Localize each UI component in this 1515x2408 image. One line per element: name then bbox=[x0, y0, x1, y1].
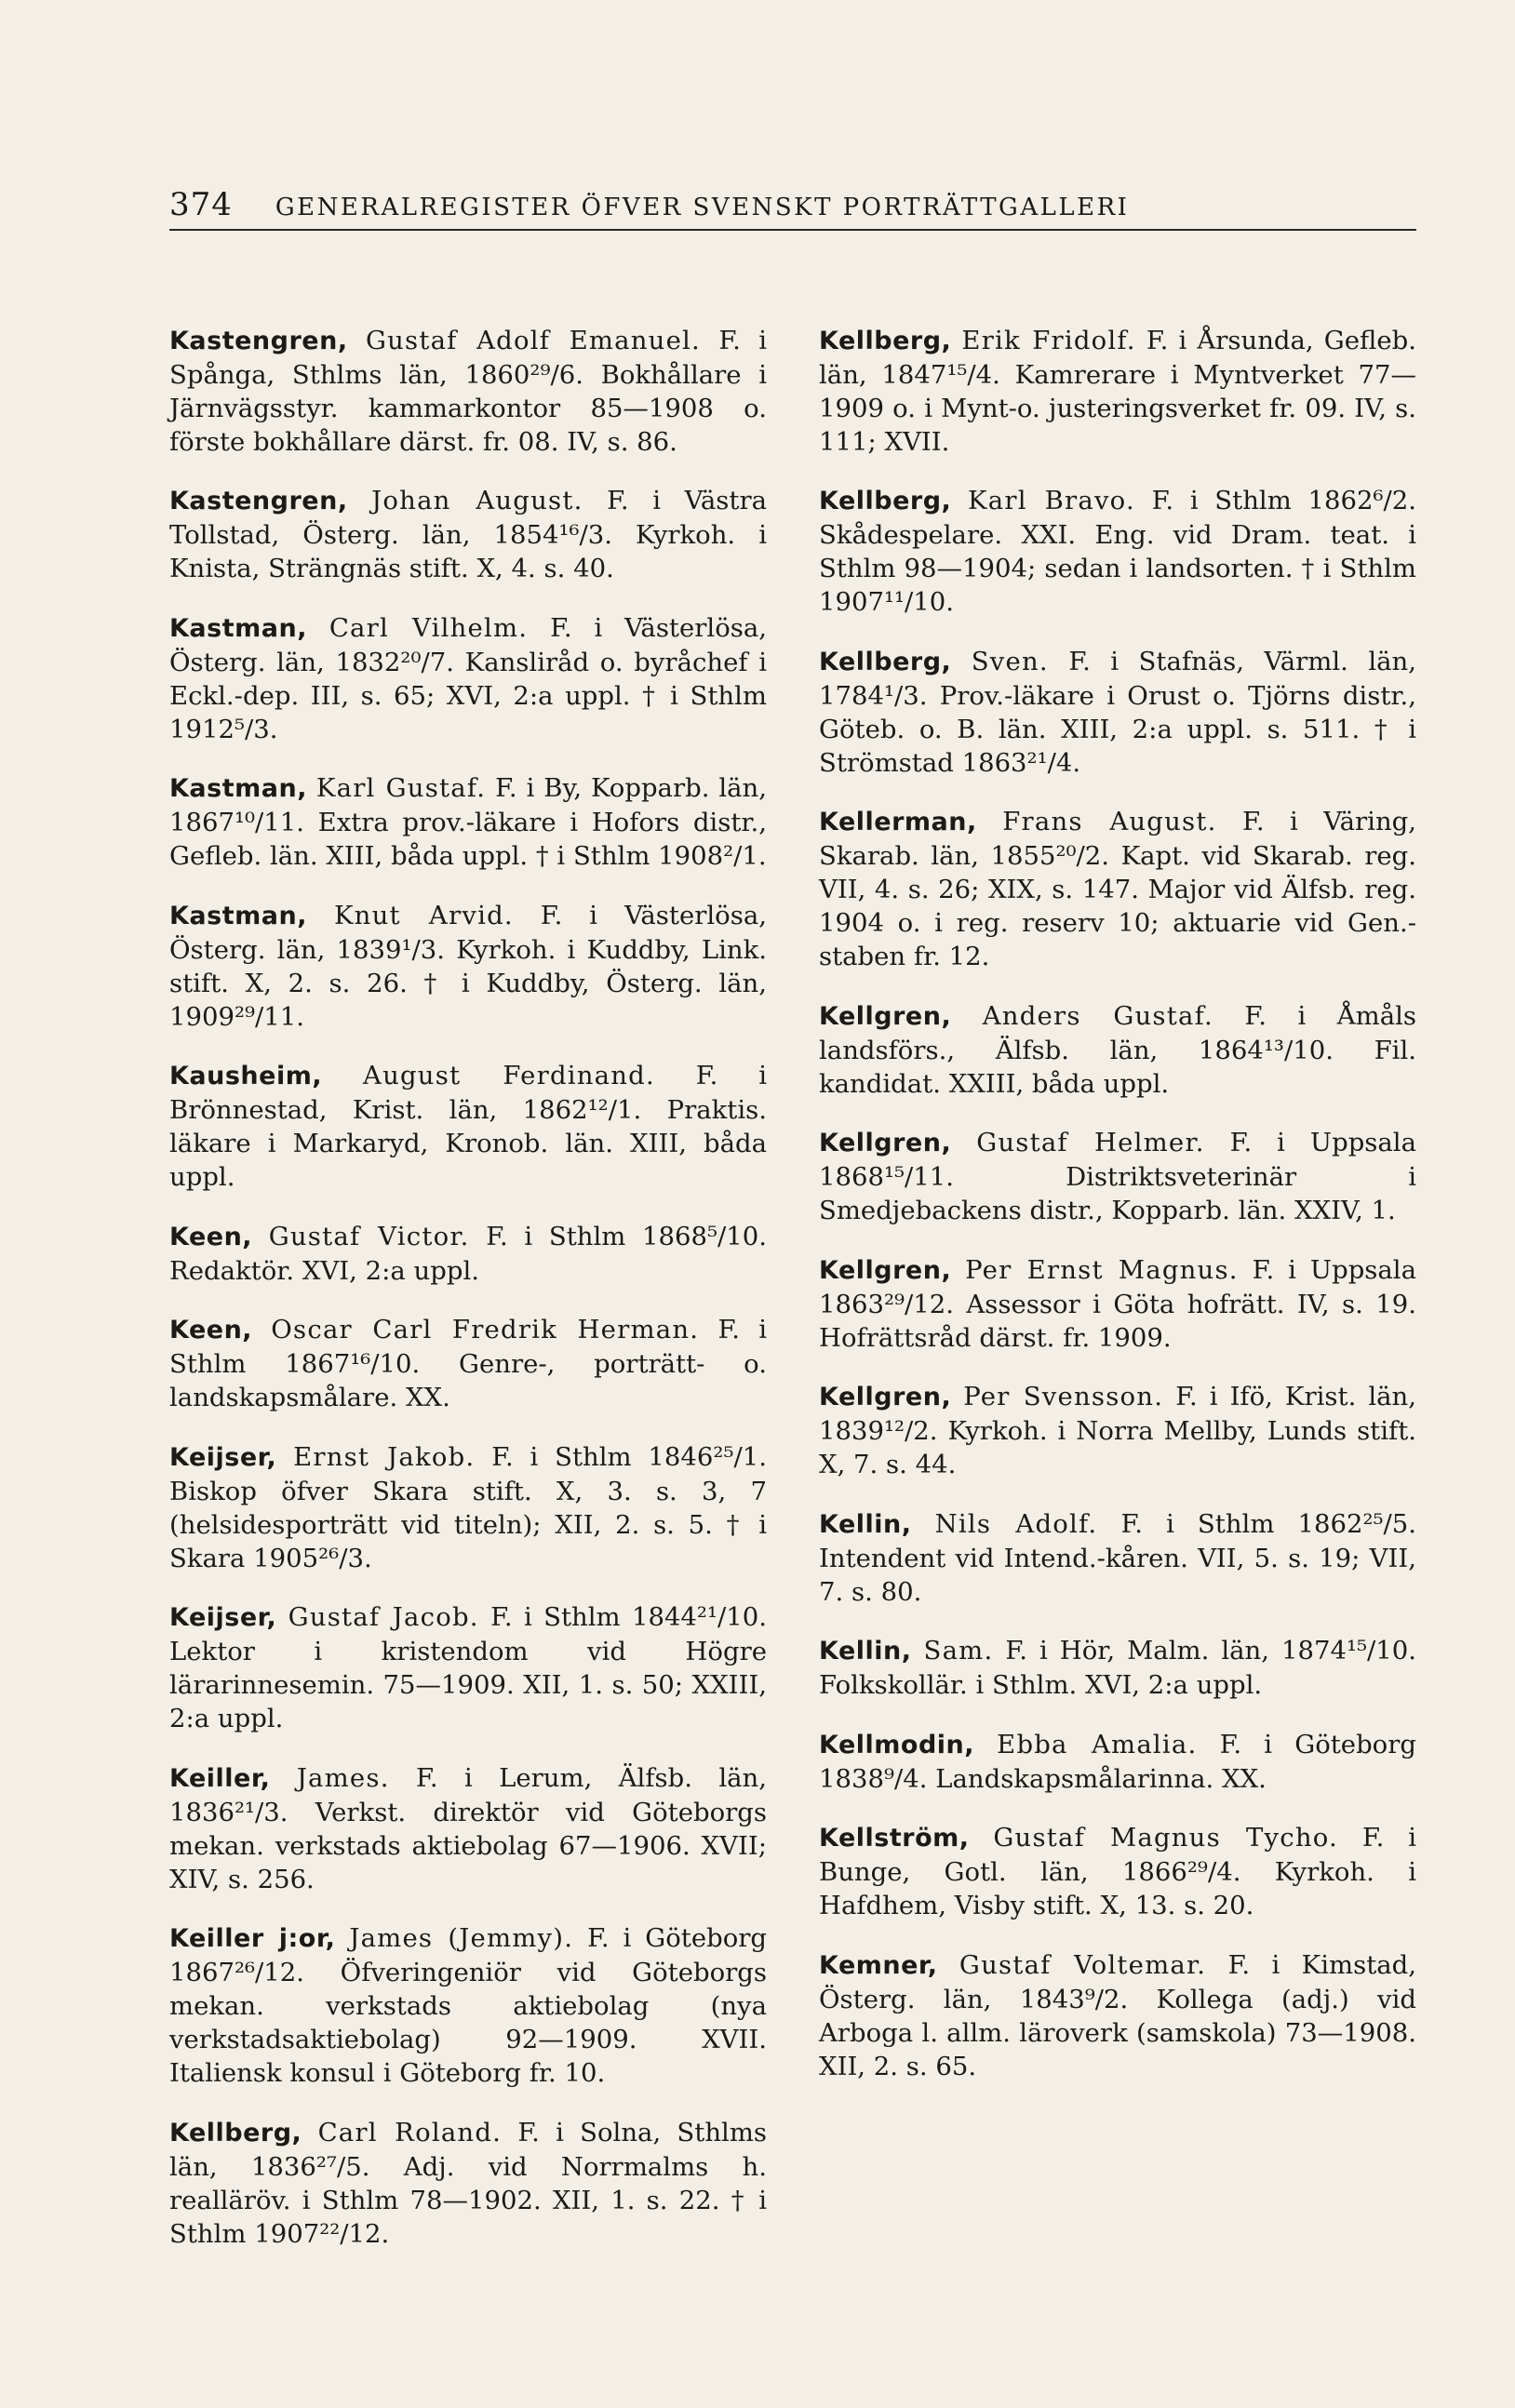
register-entry bbox=[819, 1253, 1416, 1355]
register-entry bbox=[169, 1220, 767, 1288]
register-entry bbox=[169, 771, 767, 873]
entry-details: F. i Solna, Sthlms län, 1836²⁷/5. Adj. vid Norrmalms h. realläröv. i Sthlm 78—1902. XII, 1. s. 22. † i Sthlm 1907²²/12. bbox=[169, 2117, 768, 2249]
entry-given-names: Gustaf Victor. bbox=[268, 1221, 470, 1251]
entry-surname: Keiller j:or, bbox=[169, 1924, 336, 1953]
entry-details: F. i Västra Tollstad, Österg. län, 1854¹⁶/3. Kyrkoh. i Knista, Strängnäs stift. X, 4. s. 40. bbox=[169, 486, 768, 583]
entry-surname: Kastengren, bbox=[169, 326, 348, 355]
entry-surname: Kemner, bbox=[819, 1950, 938, 1980]
register-entry bbox=[819, 484, 1416, 619]
register-entry bbox=[169, 2116, 767, 2251]
entry-details: F. i Uppsala 1863²⁹/12. Assessor i Göta hofrätt. IV, s. 19. Hofrättsråd därst. fr. 1909. bbox=[819, 1254, 1416, 1353]
right-column bbox=[819, 298, 1416, 2270]
entry-details: F. i Sthlm 1867¹⁶/10. Genre-, porträtt- o. landskapsmålare. XX. bbox=[169, 1315, 767, 1412]
entry-given-names: James. bbox=[296, 1762, 390, 1793]
running-title: GENERALREGISTER ÖFVER SVENSKT PORTRÄTTGALLERI bbox=[275, 194, 1130, 221]
register-columns bbox=[169, 298, 1422, 2270]
left-column bbox=[169, 298, 767, 2270]
register-entry bbox=[169, 484, 767, 585]
entry-given-names: Sven. bbox=[971, 646, 1049, 676]
entry-details: F. i Ifö, Krist. län, 1839¹²/2. Kyrkoh. i Norra Mellby, Lunds stift. X, 7. s. 44. bbox=[819, 1382, 1416, 1479]
entry-surname: Keiller, bbox=[169, 1763, 271, 1793]
register-entry bbox=[169, 1059, 767, 1194]
entry-details: F. i Sthlm 1862²⁵/5. Intendent vid Intend.-kåren. VII, 5. s. 19; VII, 7. s. 80. bbox=[819, 1508, 1417, 1607]
register-entry bbox=[169, 324, 767, 459]
register-entry bbox=[169, 899, 767, 1034]
entry-details: F. i By, Kopparb. län, 1867¹⁰/11. Extra prov.-läkare i Hofors distr., Gefleb. län. XIII, båda uppl. † i Sthlm 1908²/1. bbox=[169, 773, 767, 871]
register-entry bbox=[819, 645, 1416, 780]
entry-surname: Kastengren, bbox=[169, 487, 348, 515]
entry-details: F. i Sthlm 1868⁵/10. Redaktör. XVI, 2:a uppl. bbox=[169, 1221, 767, 1286]
entry-surname: Kastman, bbox=[169, 901, 307, 930]
register-entry bbox=[169, 1761, 767, 1896]
entry-details: F. i Årsunda, Gefleb. län, 1847¹⁵/4. Kamrerare i Myntverket 77—1909 o. i Mynt-o. justeringsverket fr. 09. IV, s. 111; XVII. bbox=[819, 325, 1416, 457]
entry-given-names: Knut Arvid. bbox=[333, 900, 514, 930]
entry-details: F. i Västerlösa, Österg. län, 1839¹/3. Kyrkoh. i Kuddby, Link. stift. X, 2. s. 26. † i Kuddby, Österg. län, 1909²⁹/11. bbox=[169, 900, 767, 1032]
entry-details: F. i Hör, Malm. län, 1874¹⁵/10. Folkskollär. i Sthlm. XVI, 2:a uppl. bbox=[819, 1636, 1417, 1700]
entry-given-names: Ernst Jakob. bbox=[293, 1441, 476, 1472]
register-entry bbox=[819, 805, 1416, 973]
entry-given-names: August Ferdinand. bbox=[363, 1061, 655, 1090]
register-entry bbox=[169, 1921, 767, 2090]
entry-given-names: Per Ernst Magnus. bbox=[965, 1254, 1239, 1285]
page-header bbox=[169, 186, 1416, 231]
register-entry bbox=[169, 1440, 767, 1575]
entry-details: F. i Spånga, Sthlms län, 1860²⁹/6. Bokhållare i Järnvägsstyr. kammarkontor 85—1908 o. förste bokhållare därst. fr. 08. IV, s. 86. bbox=[169, 325, 768, 457]
entry-surname: Kellgren, bbox=[819, 1383, 952, 1411]
page-number: 374 bbox=[169, 186, 233, 223]
register-entry bbox=[169, 1313, 767, 1414]
entry-details: F. i Sthlm 1862⁶/2. Skådespelare. XXI. Eng. vid Dram. teat. i Sthlm 98—1904; sedan i landsorten. † i Sthlm 1907¹¹/10. bbox=[819, 486, 1416, 617]
entry-surname: Kellberg, bbox=[819, 647, 952, 676]
entry-surname: Kellin, bbox=[819, 1509, 912, 1539]
register-entry bbox=[819, 324, 1416, 459]
entry-given-names: Anders Gustaf. bbox=[982, 1000, 1213, 1031]
entry-surname: Keen, bbox=[169, 1222, 253, 1251]
entry-given-names: Erik Fridolf. bbox=[961, 325, 1136, 355]
entry-surname: Kellström, bbox=[819, 1824, 970, 1853]
entry-details: F. i Bunge, Gotl. län, 1866²⁹/4. Kyrkoh. i Hafdhem, Visby stift. X, 13. s. 20. bbox=[819, 1823, 1416, 1920]
entry-surname: Kellgren, bbox=[819, 1255, 952, 1285]
entry-given-names: Nils Adolf. bbox=[934, 1508, 1098, 1539]
entry-surname: Kellberg, bbox=[819, 487, 952, 515]
entry-given-names: Karl Gustaf. bbox=[315, 773, 487, 803]
entry-given-names: Oscar Carl Fredrik Herman. bbox=[271, 1315, 700, 1344]
entry-surname: Kellberg, bbox=[819, 326, 952, 355]
register-entry bbox=[819, 1126, 1416, 1227]
register-entry bbox=[819, 1634, 1416, 1702]
entry-given-names: Karl Bravo. bbox=[968, 486, 1135, 515]
entry-given-names: Gustaf Adolf Emanuel. bbox=[365, 325, 701, 355]
entry-given-names: Ebba Amalia. bbox=[997, 1729, 1198, 1759]
entry-surname: Kellgren, bbox=[819, 1001, 952, 1031]
register-entry bbox=[169, 611, 767, 746]
entry-given-names: Frans August. bbox=[1002, 807, 1217, 836]
entry-details: F. i Brönnestad, Krist. län, 1862¹²/1. Praktis. läkare i Markaryd, Kronob. län. XIII, båda uppl. bbox=[169, 1061, 768, 1192]
entry-details: F. i Åmåls landsförs., Älfsb. län, 1864¹³/10. Fil. kandidat. XXIII, båda uppl. bbox=[819, 1000, 1416, 1099]
entry-details: F. i Uppsala 1868¹⁵/11. Distriktsveterinär i Smedjebackens distr., Kopparb. län. XXIV, 1. bbox=[819, 1128, 1417, 1225]
entry-given-names: Gustaf Voltemar. bbox=[959, 1949, 1207, 1980]
entry-given-names: Sam. bbox=[923, 1636, 994, 1666]
register-entry bbox=[819, 1380, 1416, 1481]
entry-details: F. i Göteborg 1838⁹/4. Landskapsmålarinna. XX. bbox=[819, 1729, 1416, 1794]
entry-details: F. i Sthlm 1846²⁵/1. Biskop öfver Skara stift. X, 3. s. 3, 7 (helsidesporträtt vid titeln); XII, 2. s. 5. † i Skara 1905²⁶/3. bbox=[169, 1441, 767, 1573]
entry-surname: Kellgren, bbox=[819, 1129, 952, 1157]
entry-given-names: Carl Roland. bbox=[317, 2117, 503, 2147]
register-entry bbox=[819, 1821, 1416, 1922]
entry-details: F. i Göteborg 1867²⁶/12. Öfveringeniör vid Göteborgs mekan. verkstads aktiebolag (nya verkstadsaktiebolag) 92—1909. XVII. Italiensk konsul i Göteborg fr. 10. bbox=[169, 1923, 767, 2088]
entry-details: F. i Sthlm 1844²¹/10. Lektor i kristendom vid Högre lärarinnesemin. 75—1909. XII, 1. s. 50; XXIII, 2:a uppl. bbox=[169, 1602, 767, 1733]
entry-surname: Keijser, bbox=[169, 1442, 277, 1472]
entry-given-names: Gustaf Magnus Tycho. bbox=[993, 1823, 1338, 1853]
entry-given-names: Gustaf Jacob. bbox=[288, 1602, 479, 1632]
entry-given-names: Carl Vilhelm. bbox=[328, 612, 529, 643]
entry-surname: Keen, bbox=[169, 1316, 253, 1344]
entry-details: F. i Lerum, Älfsb. län, 1836²¹/3. Verkst. direktör vid Göteborgs mekan. verkstads aktiebolag 67—1906. XVII; XIV, s. 256. bbox=[169, 1762, 767, 1894]
register-entry bbox=[819, 1948, 1416, 2083]
register-entry bbox=[169, 1600, 767, 1735]
register-entry bbox=[819, 1728, 1416, 1796]
entry-surname: Kastman, bbox=[169, 774, 307, 803]
entry-details: F. i Stafnäs, Värml. län, 1784¹/3. Prov.-läkare i Orust o. Tjörns distr., Göteb. o. B. län. XIII, 2:a uppl. s. 511. † i Strömstad 1863²¹/4. bbox=[819, 646, 1416, 778]
entry-surname: Kellmodin, bbox=[819, 1730, 975, 1759]
entry-details: F. i Väring, Skarab. län, 1855²⁰/2. Kapt. vid Skarab. reg. VII, 4. s. 26; XIX, s. 147. Major vid Älfsb. reg. 1904 o. i reg. reserv 10; aktuarie vid Gen.-staben fr. 12. bbox=[819, 807, 1417, 971]
entry-surname: Kastman, bbox=[169, 613, 307, 643]
entry-surname: Kellerman, bbox=[819, 808, 977, 836]
entry-surname: Keijser, bbox=[169, 1603, 277, 1632]
entry-details: F. i Kimstad, Österg. län, 1843⁹/2. Kollega (adj.) vid Arboga l. allm. läroverk (samskola) 73—1908. XII, 2. s. 65. bbox=[819, 1949, 1417, 2081]
register-entry bbox=[819, 1507, 1416, 1609]
entry-given-names: Per Svensson. bbox=[963, 1382, 1164, 1411]
register-entry bbox=[819, 999, 1416, 1101]
entry-details: F. i Västerlösa, Österg. län, 1832²⁰/7. Kansliråd o. byråchef i Eckl.-dep. III, s. 65; XVI, 2:a uppl. † i Sthlm 1912⁵/3. bbox=[169, 612, 768, 744]
entry-given-names: James (Jemmy). bbox=[349, 1923, 574, 1953]
entry-given-names: Gustaf Helmer. bbox=[976, 1128, 1205, 1157]
entry-surname: Kellberg, bbox=[169, 2118, 302, 2147]
entry-surname: Kellin, bbox=[819, 1637, 912, 1666]
entry-surname: Kausheim, bbox=[169, 1062, 323, 1090]
entry-given-names: Johan August. bbox=[371, 486, 583, 515]
